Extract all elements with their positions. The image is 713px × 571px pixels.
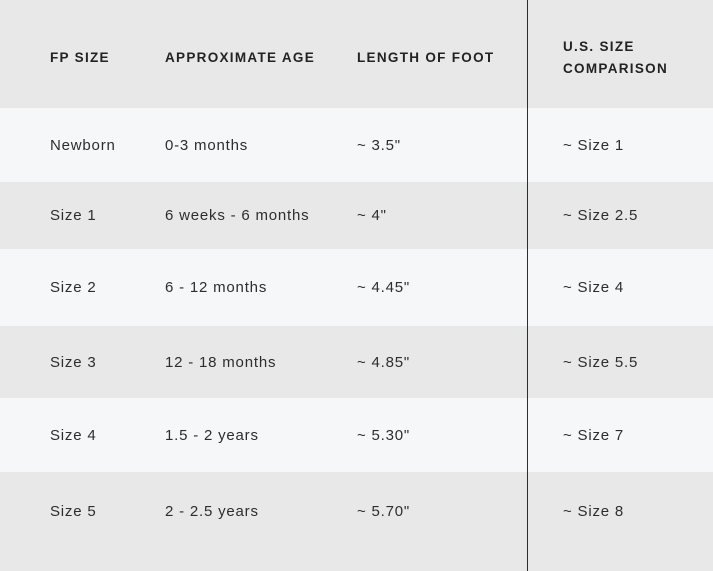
fp-size-value: Size 4 (50, 426, 97, 444)
approximate-age-value: 12 - 18 months (165, 353, 277, 371)
length-of-foot-value: ~ 5.30" (357, 426, 411, 444)
us-size-value: ~ Size 7 (563, 426, 625, 444)
fp-size-value: Size 2 (50, 279, 97, 296)
table-header-row (0, 0, 713, 108)
table-row-size-4 (0, 398, 713, 472)
table-row-size-2 (0, 249, 713, 326)
column-header-approximate-age: APPROXIMATE AGE (165, 50, 316, 65)
us-size-value: ~ Size 8 (563, 503, 625, 520)
approximate-age-value: 0-3 months (165, 136, 249, 154)
fp-size-value: Size 3 (50, 353, 97, 371)
us-size-value: ~ Size 1 (563, 136, 625, 154)
us-size-value: ~ Size 4 (563, 279, 625, 296)
fp-size-value: Size 5 (50, 503, 97, 520)
column-divider-line (527, 0, 529, 571)
fp-size-value: Size 1 (50, 207, 97, 224)
table-row-size-3 (0, 326, 713, 398)
fp-size-value: Newborn (50, 136, 116, 154)
length-of-foot-value: ~ 4.45" (357, 279, 411, 296)
length-of-foot-value: ~ 3.5" (357, 136, 401, 154)
approximate-age-value: 2 - 2.5 years (165, 503, 259, 520)
column-header-length-of-foot: LENGTH OF FOOT (357, 50, 495, 65)
approximate-age-value: 6 - 12 months (165, 279, 268, 296)
table-row-size-1 (0, 182, 713, 249)
table-row-size-5 (0, 472, 713, 571)
approximate-age-value: 1.5 - 2 years (165, 426, 259, 444)
column-header-fp-size: FP SIZE (50, 50, 110, 65)
length-of-foot-value: ~ 5.70" (357, 503, 411, 520)
column-header-us-size-comparison: U.S. SIZE COMPARISON (563, 39, 669, 76)
us-size-value: ~ Size 5.5 (563, 353, 639, 371)
length-of-foot-value: ~ 4" (357, 207, 387, 224)
table-row-newborn (0, 108, 713, 182)
length-of-foot-value: ~ 4.85" (357, 353, 411, 371)
us-size-value: ~ Size 2.5 (563, 207, 639, 224)
approximate-age-value: 6 weeks - 6 months (165, 207, 310, 224)
